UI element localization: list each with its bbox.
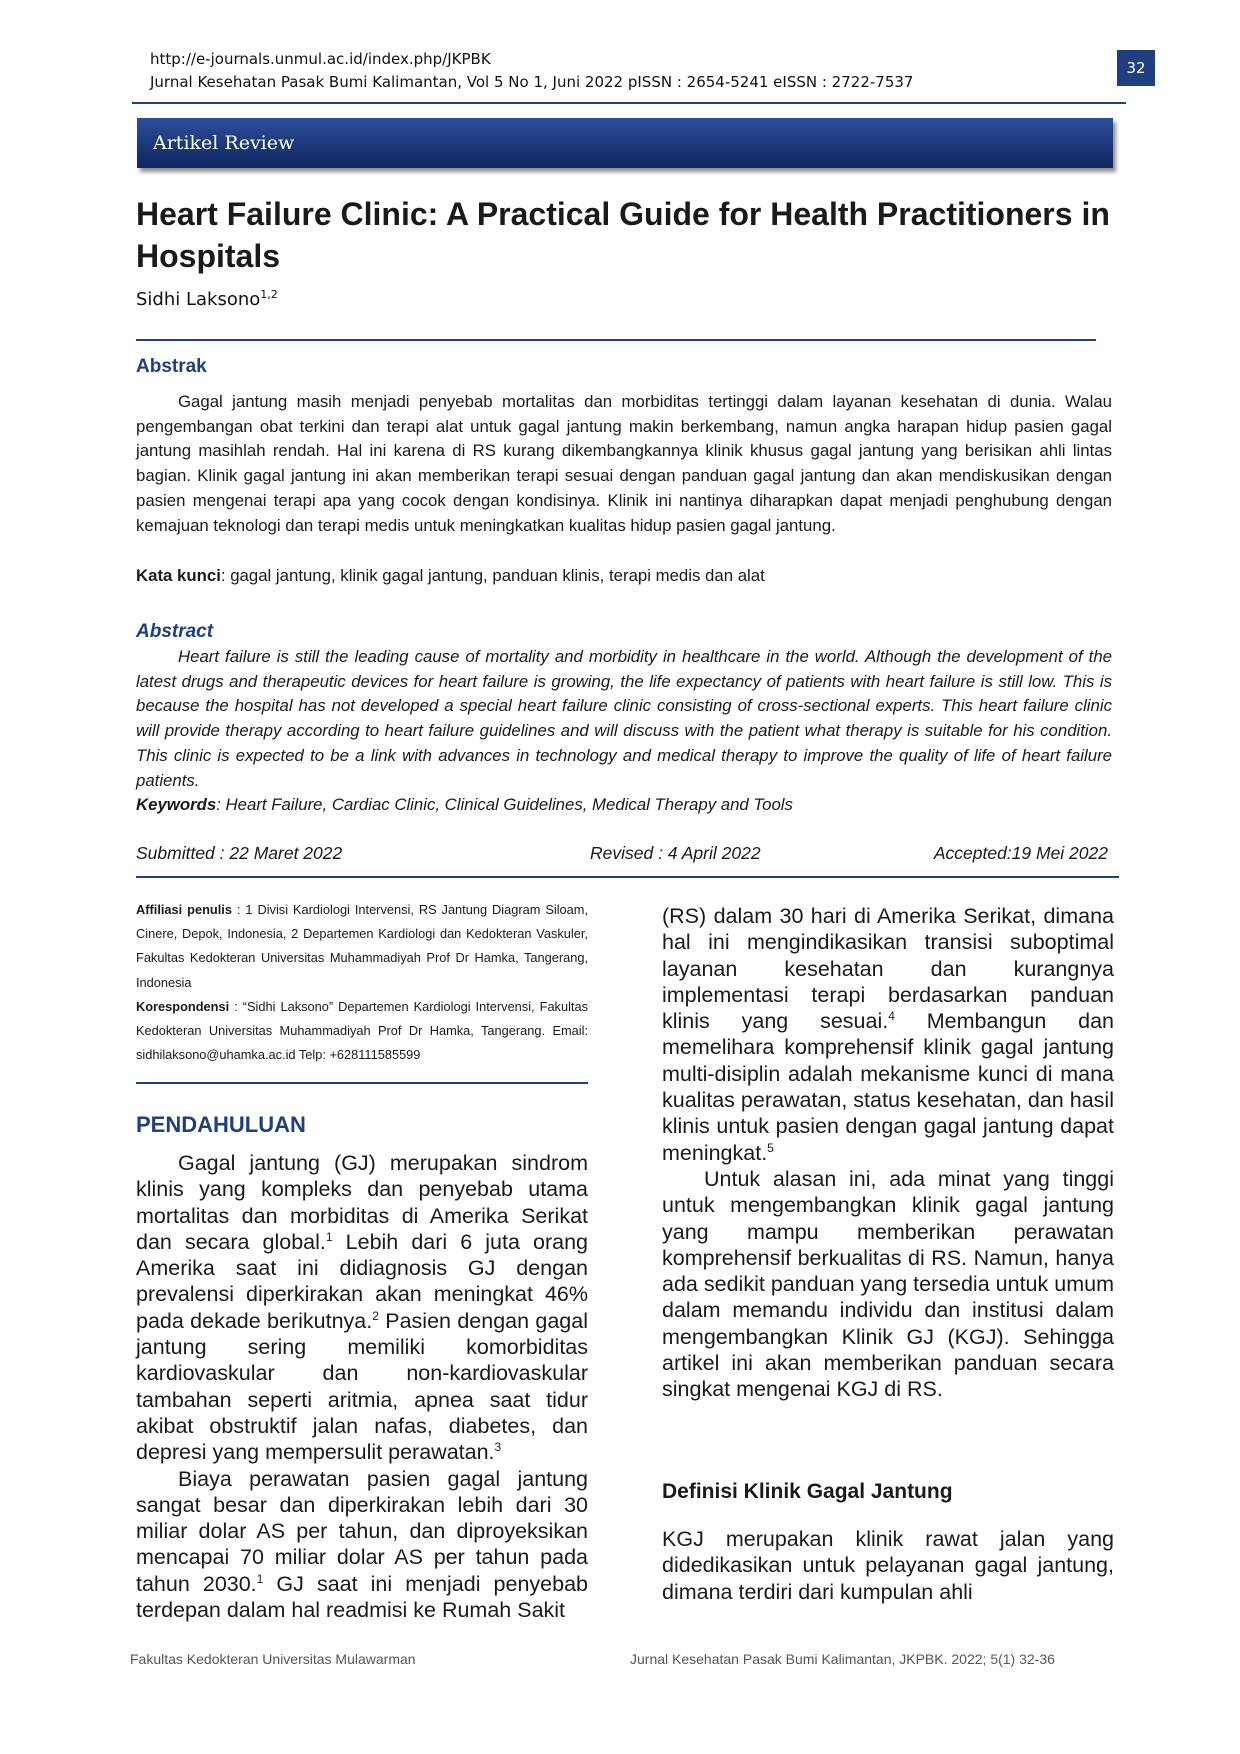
- affiliation-label: Affiliasi penulis: [136, 902, 232, 917]
- submitted-date: Submitted : 22 Maret 2022: [136, 843, 343, 863]
- citation: 2: [372, 1308, 379, 1323]
- journal-url[interactable]: http://e-journals.unmul.ac.id/index.php/JKPBK: [150, 50, 491, 68]
- revised-date: Revised : 4 April 2022: [590, 843, 761, 863]
- abstrak-body: [136, 390, 1112, 538]
- page-number: 32: [1117, 50, 1155, 86]
- abstract-keywords-text: : Heart Failure, Cardiac Clinic, Clinical Guidelines, Medical Therapy and Tools: [216, 795, 793, 814]
- submission-dates: [136, 843, 1108, 867]
- citation: 3: [494, 1440, 502, 1455]
- abstrak-heading: Abstrak: [136, 356, 207, 377]
- abstract-body: [136, 645, 1112, 793]
- affiliation-divider: [136, 1082, 588, 1084]
- correspondence-text: : “Sidhi Laksono” Departemen Kardiologi Intervensi, Fakultas Kedokteran Universitas Muhammadiyah Prof Dr Hamka, Tangerang. Email: sidhilaksono@uhamka.ac.id Telp: +628111585599: [136, 998, 588, 1063]
- dates-divider: [136, 876, 1119, 878]
- author-affiliation-marks: 1,2: [260, 288, 278, 301]
- author-line: [136, 288, 278, 310]
- abstrak-keywords-text: : gagal jantung, klinik gagal jantung, panduan klinis, terapi medis dan alat: [220, 566, 765, 585]
- accepted-date: Accepted:19 Mei 2022: [933, 843, 1108, 863]
- abstract-keywords: [136, 795, 793, 815]
- abstract-heading: Abstract: [136, 621, 214, 642]
- introduction-heading: PENDAHULUAN: [136, 1112, 306, 1137]
- journal-info: Jurnal Kesehatan Pasak Bumi Kalimantan, Vol 5 No 1, Juni 2022 pISSN : 2654-5241 eISSN : 2722-7537: [150, 73, 914, 91]
- footer-institution: Fakultas Kedokteran Universitas Mulawarman: [130, 1651, 416, 1667]
- left-column-text: [136, 1150, 588, 1623]
- article-type-banner: Artikel Review: [137, 118, 1113, 168]
- abstract-text: Heart failure is still the leading cause of mortality and morbidity in healthcare in the world. Although the development of the latest drugs and therapeutic devices for heart failure is growing, the life expectancy of patients with heart failure is still low. This is because the hospital has not developed a special heart failure clinic consisting of cross-sectional experts. This heart failure clinic will provide therapy according to heart failure guidelines and will discuss with the patient what therapy is suitable for his condition. This clinic is expected to be a link with advances in technology and medical therapy to improve the quality of life of heart failure patients.: [136, 647, 1112, 790]
- header-divider: [132, 102, 1126, 104]
- right-paragraph-1: (RS) dalam 30 hari di Amerika Serikat, dimana hal ini mengindikasikan transisi suboptimal layanan kesehatan dan kurangnya implementasi terapi berdasarkan panduan klinis yang sesuai.$^4$ Membangun dan memelihara komprehensif klinik gagal jantung multi-disiplin adalah mekanisme kunci di mana kualitas perawatan, status kesehatan, dan hasil klinis untuk pasien dengan gagal jantung dapat meningkat.$^5$: [662, 904, 1115, 1165]
- author-name: Sidhi Laksono: [136, 289, 261, 310]
- definition-paragraph: KGJ merupakan klinik rawat jalan yang didedikasikan untuk pelayanan gagal jantung, dimana terdiri dari kumpulan ahli: [662, 1527, 1114, 1604]
- affiliation-text: : 1 Divisi Kardiologi Intervensi, RS Jantung Diagram Siloam, Cinere, Depok, Indonesia, 2 Departemen Kardiologi dan Kedokteran Vaskuler, Fakultas Kedokteran Universitas Muhammadiyah Prof Dr Hamka, Tangerang, Indonesia: [136, 902, 588, 990]
- abstrak-text: Gagal jantung masih menjadi penyebab mortalitas dan morbiditas tertinggi dalam layanan kesehatan di dunia. Walau pengembangan obat terkini dan terapi alat untuk gagal jantung makin berkembang, namun angka harapan hidup pasien gagal jantung masihlah rendah. Hal ini karena di RS kurang dikembangkannya klinik khusus gagal jantung yang berisikan ahli lintas bagian. Klinik gagal jantung ini akan memberikan terapi sesuai dengan panduan gagal jantung dan akan mendiskusikan dengan pasien mengenai terapi apa yang cocok dengan kondisinya. Klinik ini nantinya diharapkan dapat menjadi penghubung dengan kemajuan teknologi dan terapi medis untuk meningkatkan kualitas hidup pasien gagal jantung.: [136, 392, 1112, 535]
- citation: 1: [325, 1229, 333, 1244]
- citation: 1: [256, 1571, 264, 1586]
- title-divider: [136, 339, 1096, 341]
- definition-heading: Definisi Klinik Gagal Jantung: [662, 1480, 953, 1503]
- author-affiliation: [136, 898, 588, 1067]
- correspondence-label: Korespondensi: [136, 998, 230, 1014]
- abstrak-keywords: [136, 566, 765, 586]
- right-column-text: [662, 903, 1114, 1403]
- abstrak-keywords-label: Kata kunci: [136, 566, 221, 585]
- article-title: Heart Failure Clinic: A Practical Guide for Health Practitioners in Hospitals: [136, 196, 1110, 274]
- citation: 5: [767, 1140, 774, 1155]
- right-paragraph-2: Untuk alasan ini, ada minat yang tinggi untuk mengembangkan klinik gagal jantung yang mampu memberikan perawatan komprehensif berkualitas di RS. Namun, hanya ada sedikit panduan yang tersedia untuk umum dalam memandu individu dan institusi dalam mengembangkan Klinik GJ (KGJ). Sehingga artikel ini akan memberikan panduan secara singkat mengenai KGJ di RS.: [662, 1166, 1114, 1402]
- citation: 4: [888, 1009, 895, 1024]
- abstract-keywords-label: Keywords: [136, 795, 217, 814]
- intro-paragraph-1: Gagal jantung (GJ) merupakan sindrom klinis yang kompleks dan penyebab utama mortalitas dan morbiditas di Amerika Serikat dan secara global.$^1$ Lebih dari 6 juta orang Amerika saat ini didiagnosis GJ dengan prevalensi diperkirakan akan meningkat 46% pada dekade berikutnya.$^2$ Pasien dengan gagal jantung sering memiliki komorbiditas kardiovaskular dan non-kardiovaskular tambahan seperti aritmia, apnea saat tidur akibat obstruktif jalan nafas, diabetes, dan depresi yang mempersulit perawatan.$^3$: [136, 1151, 589, 1465]
- footer-citation: Jurnal Kesehatan Pasak Bumi Kalimantan, JKPBK. 2022; 5(1) 32-36: [630, 1651, 1055, 1667]
- intro-paragraph-2: Biaya perawatan pasien gagal jantung sangat besar dan diperkirakan lebih dari 30 miliar dolar AS per tahun, dan diproyeksikan mencapai 70 miliar dolar AS per tahun pada tahun 2030.$^1$ GJ saat ini menjadi penyebab terdepan dalam hal readmisi ke Rumah Sakit: [136, 1466, 588, 1623]
